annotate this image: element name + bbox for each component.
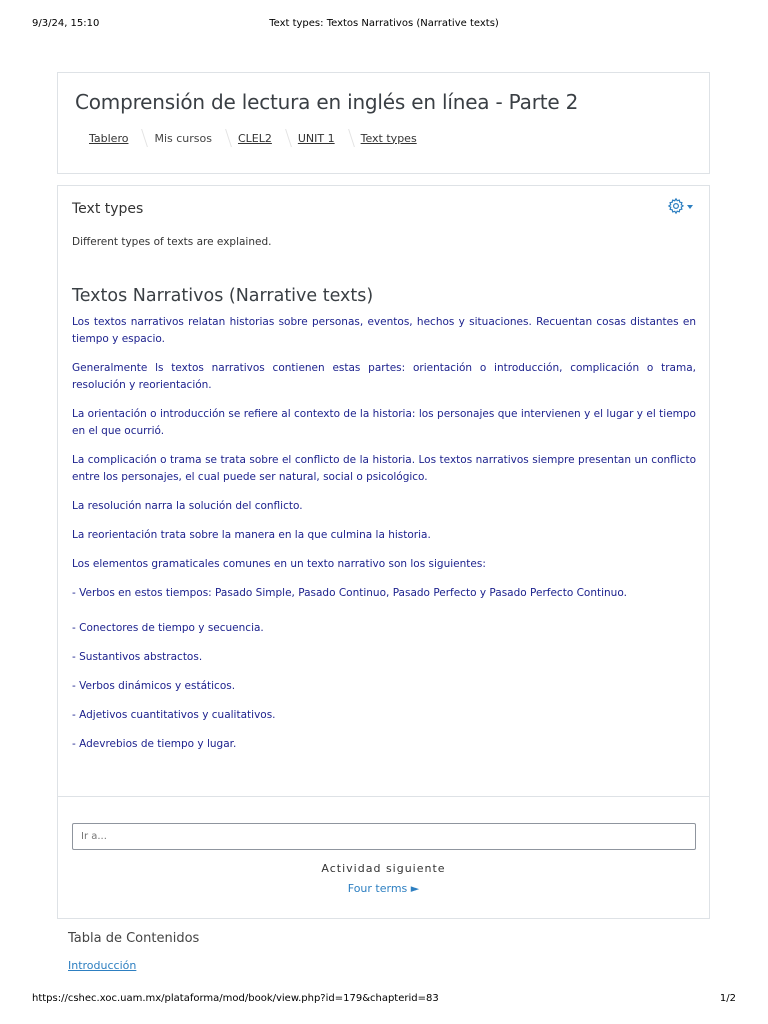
paragraph: La reorientación trata sobre la manera en la que culmina la historia. (72, 529, 431, 541)
breadcrumb-text-types[interactable]: Text types (360, 131, 417, 145)
breadcrumb-separator (218, 129, 232, 147)
print-page-number: 1/2 (719, 993, 736, 1004)
paragraph: Los textos narrativos relatan historias sobre personas, eventos, hechos y situaciones. Recuentan cosas distantes en tiempo y espacio. (72, 316, 696, 345)
divider (58, 796, 709, 797)
jump-to-select[interactable] (72, 823, 696, 850)
book-content-card (57, 185, 710, 919)
print-doc-title: Text types: Textos Narrativos (Narrative texts) (269, 18, 499, 29)
section-intro: Different types of texts are explained. (72, 236, 272, 248)
settings-menu-button[interactable] (667, 196, 699, 216)
next-activity-link[interactable]: Four terms ► (347, 882, 420, 895)
breadcrumb-separator (135, 129, 149, 147)
breadcrumb-unit-1[interactable]: UNIT 1 (297, 131, 335, 145)
breadcrumb-separator (341, 129, 355, 147)
chevron-down-icon (687, 205, 693, 209)
chapter-body (72, 314, 696, 765)
section-label: Text types (72, 201, 144, 217)
list-item: - Adevrebios de tiempo y lugar. (72, 738, 237, 750)
breadcrumb-separator (278, 129, 292, 147)
paragraph: La resolución narra la solución del conflicto. (72, 500, 303, 512)
print-footer (0, 993, 768, 1007)
course-header-card (57, 72, 710, 174)
chapter-title: Textos Narrativos (Narrative texts) (72, 286, 374, 306)
print-datetime: 9/3/24, 15:10 (32, 18, 100, 29)
breadcrumb-tablero[interactable]: Tablero (89, 131, 129, 145)
paragraph: La orientación o introducción se refiere al contexto de la historia: los personajes que intervienen y el lugar y el tiempo en el que ocurrió. (72, 408, 696, 437)
page-title: Comprensión de lectura en inglés en línea - Parte 2 (75, 90, 579, 114)
breadcrumb-clel2[interactable]: CLEL2 (237, 131, 272, 145)
next-activity-label: Actividad siguiente (321, 862, 446, 875)
toc-title: Tabla de Contenidos (68, 931, 200, 946)
print-url: https://cshec.xoc.uam.mx/plataforma/mod/book/view.php?id=179&chapterid=83 (32, 993, 439, 1004)
list-item: - Conectores de tiempo y secuencia. (72, 622, 264, 634)
list-item: - Verbos dinámicos y estáticos. (72, 680, 236, 692)
gear-icon (667, 197, 685, 215)
list-item: - Sustantivos abstractos. (72, 651, 203, 663)
list-item: - Adjetivos cuantitativos y cualitativos. (72, 709, 276, 721)
toc-item-introduccion[interactable]: Introducción (68, 959, 137, 972)
breadcrumb-mis-cursos: Mis cursos (154, 131, 212, 145)
list-item: - Verbos en estos tiempos: Pasado Simple, Pasado Continuo, Pasado Perfecto y Pasado Perfecto Continuo. (72, 587, 627, 599)
paragraph: Los elementos gramaticales comunes en un texto narrativo son los siguientes: (72, 558, 486, 570)
print-header (0, 18, 768, 32)
breadcrumb (89, 129, 417, 147)
paragraph: La complicación o trama se trata sobre el conflicto de la historia. Los textos narrativos siempre presentan un conflicto entre los personajes, el cual puede ser natural, social o psicológico. (72, 454, 696, 483)
paragraph: Generalmente ls textos narrativos contienen estas partes: orientación o introducción, complicación o trama, resolución y reorientación. (72, 362, 696, 391)
